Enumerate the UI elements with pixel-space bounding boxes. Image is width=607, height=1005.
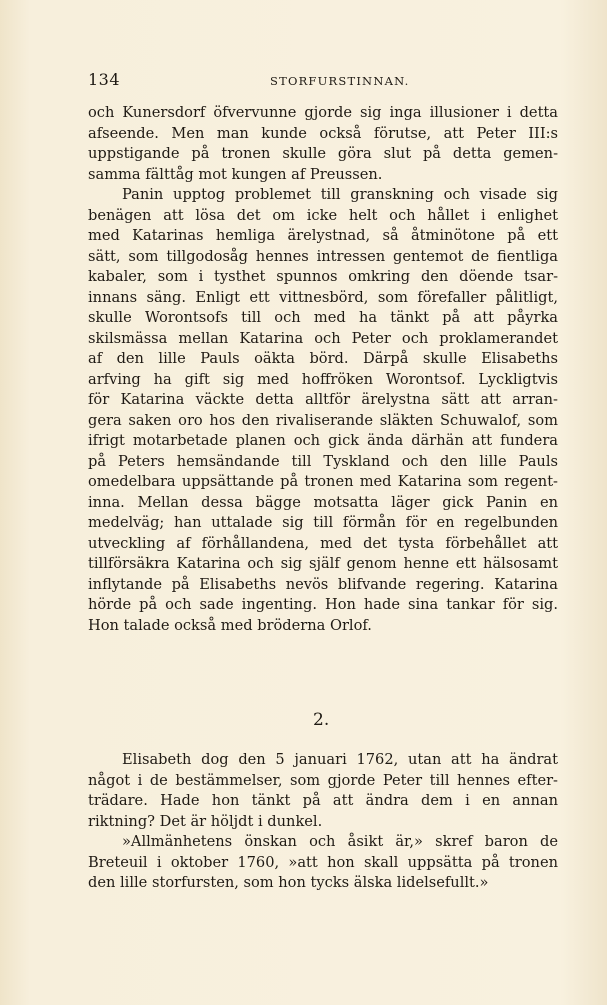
text-line: »Allmänhetens önskan och åsikt är,» skref baron de (122, 833, 558, 850)
text-line: inna. Mellan dessa bägge motsatta läger gick Panin en (88, 493, 558, 511)
text-line: Elisabeth dog den 5 januari 1762, utan att ha ändrat (122, 751, 558, 768)
text-line: trädare. Hade hon tänkt på att ändra dem i en annan (88, 792, 558, 809)
text-line: skulle Worontsofs till och med ha tänkt på att påyrka (88, 309, 558, 326)
text-line: med Katarinas hemliga ärelystnad, så åtminötone på ett (88, 227, 558, 244)
text-line: tillförsäkra Katarina och sig själf genom henne ett hälsosamt (88, 555, 558, 572)
section-number: 2. (313, 710, 330, 730)
text-line: skilsmässa mellan Katarina och Peter och proklamerandet (88, 329, 558, 347)
text-line: utveckling af förhållandena, med det tysta förbehållet att (88, 534, 558, 552)
text-line: sätt, som tillgodosåg hennes intressen gentemot de fientliga (88, 247, 558, 265)
text-line: innans säng. Enligt ett vittnesbörd, som förefaller pålitligt, (88, 288, 558, 306)
text-line: gera saken oro hos den rivaliserande släkten Schuwalof, som (88, 411, 558, 429)
text-line: benägen att lösa det om icke helt och hållet i enlighet (88, 206, 558, 224)
text-line: samma fälttåg mot kungen af Preussen. (88, 165, 383, 183)
text-line: den lille storfursten, som hon tycks älska lidelsefullt.» (88, 874, 489, 891)
text-line: hörde på och sade ingenting. Hon hade sina tankar för sig. (88, 596, 558, 613)
text-line: kabaler, som i tysthet spunnos omkring den döende tsar- (88, 268, 558, 285)
text-block-2 (88, 750, 558, 894)
text-line: af den lille Pauls oäkta börd. Därpå skulle Elisabeths (88, 350, 558, 367)
text-line: afseende. Men man kunde också förutse, att Peter III:s (88, 124, 558, 142)
text-line: Hon talade också med bröderna Orlof. (88, 616, 372, 634)
text-line: och Kunersdorf öfvervunne gjorde sig inga illusioner i detta (88, 104, 558, 121)
running-head: STORFURSTINNAN. (270, 74, 410, 88)
page-header (88, 70, 558, 90)
page-number: 134 (88, 70, 121, 89)
text-line: medelväg; han uttalade sig till förmån för en regelbunden (88, 514, 558, 531)
text-line: omedelbara uppsättande på tronen med Katarina som regent- (88, 473, 558, 490)
text-line: Breteuil i oktober 1760, »att hon skall uppsätta på tronen (88, 853, 558, 871)
text-line: inflytande på Elisabeths nevös blifvande regering. Katarina (88, 575, 558, 593)
text-line: Panin upptog problemet till granskning och visade sig (122, 186, 558, 203)
text-line: för Katarina väckte detta alltför ärelystna sätt att arran- (88, 391, 558, 408)
text-line: på Peters hemsändande till Tyskland och den lille Pauls (88, 452, 558, 470)
text-line: uppstigande på tronen skulle göra slut på detta gemen- (88, 145, 558, 162)
text-line: något i de bestämmelser, som gjorde Peter till hennes efter- (88, 771, 558, 789)
text-line: riktning? Det är höljdt i dunkel. (88, 812, 323, 830)
text-line: arfving ha gift sig med hoffröken Worontsof. Lyckligtvis (88, 370, 558, 388)
text-block-1 (88, 103, 558, 636)
text-line: ifrigt motarbetade planen och gick ända därhän att fundera (88, 432, 558, 449)
